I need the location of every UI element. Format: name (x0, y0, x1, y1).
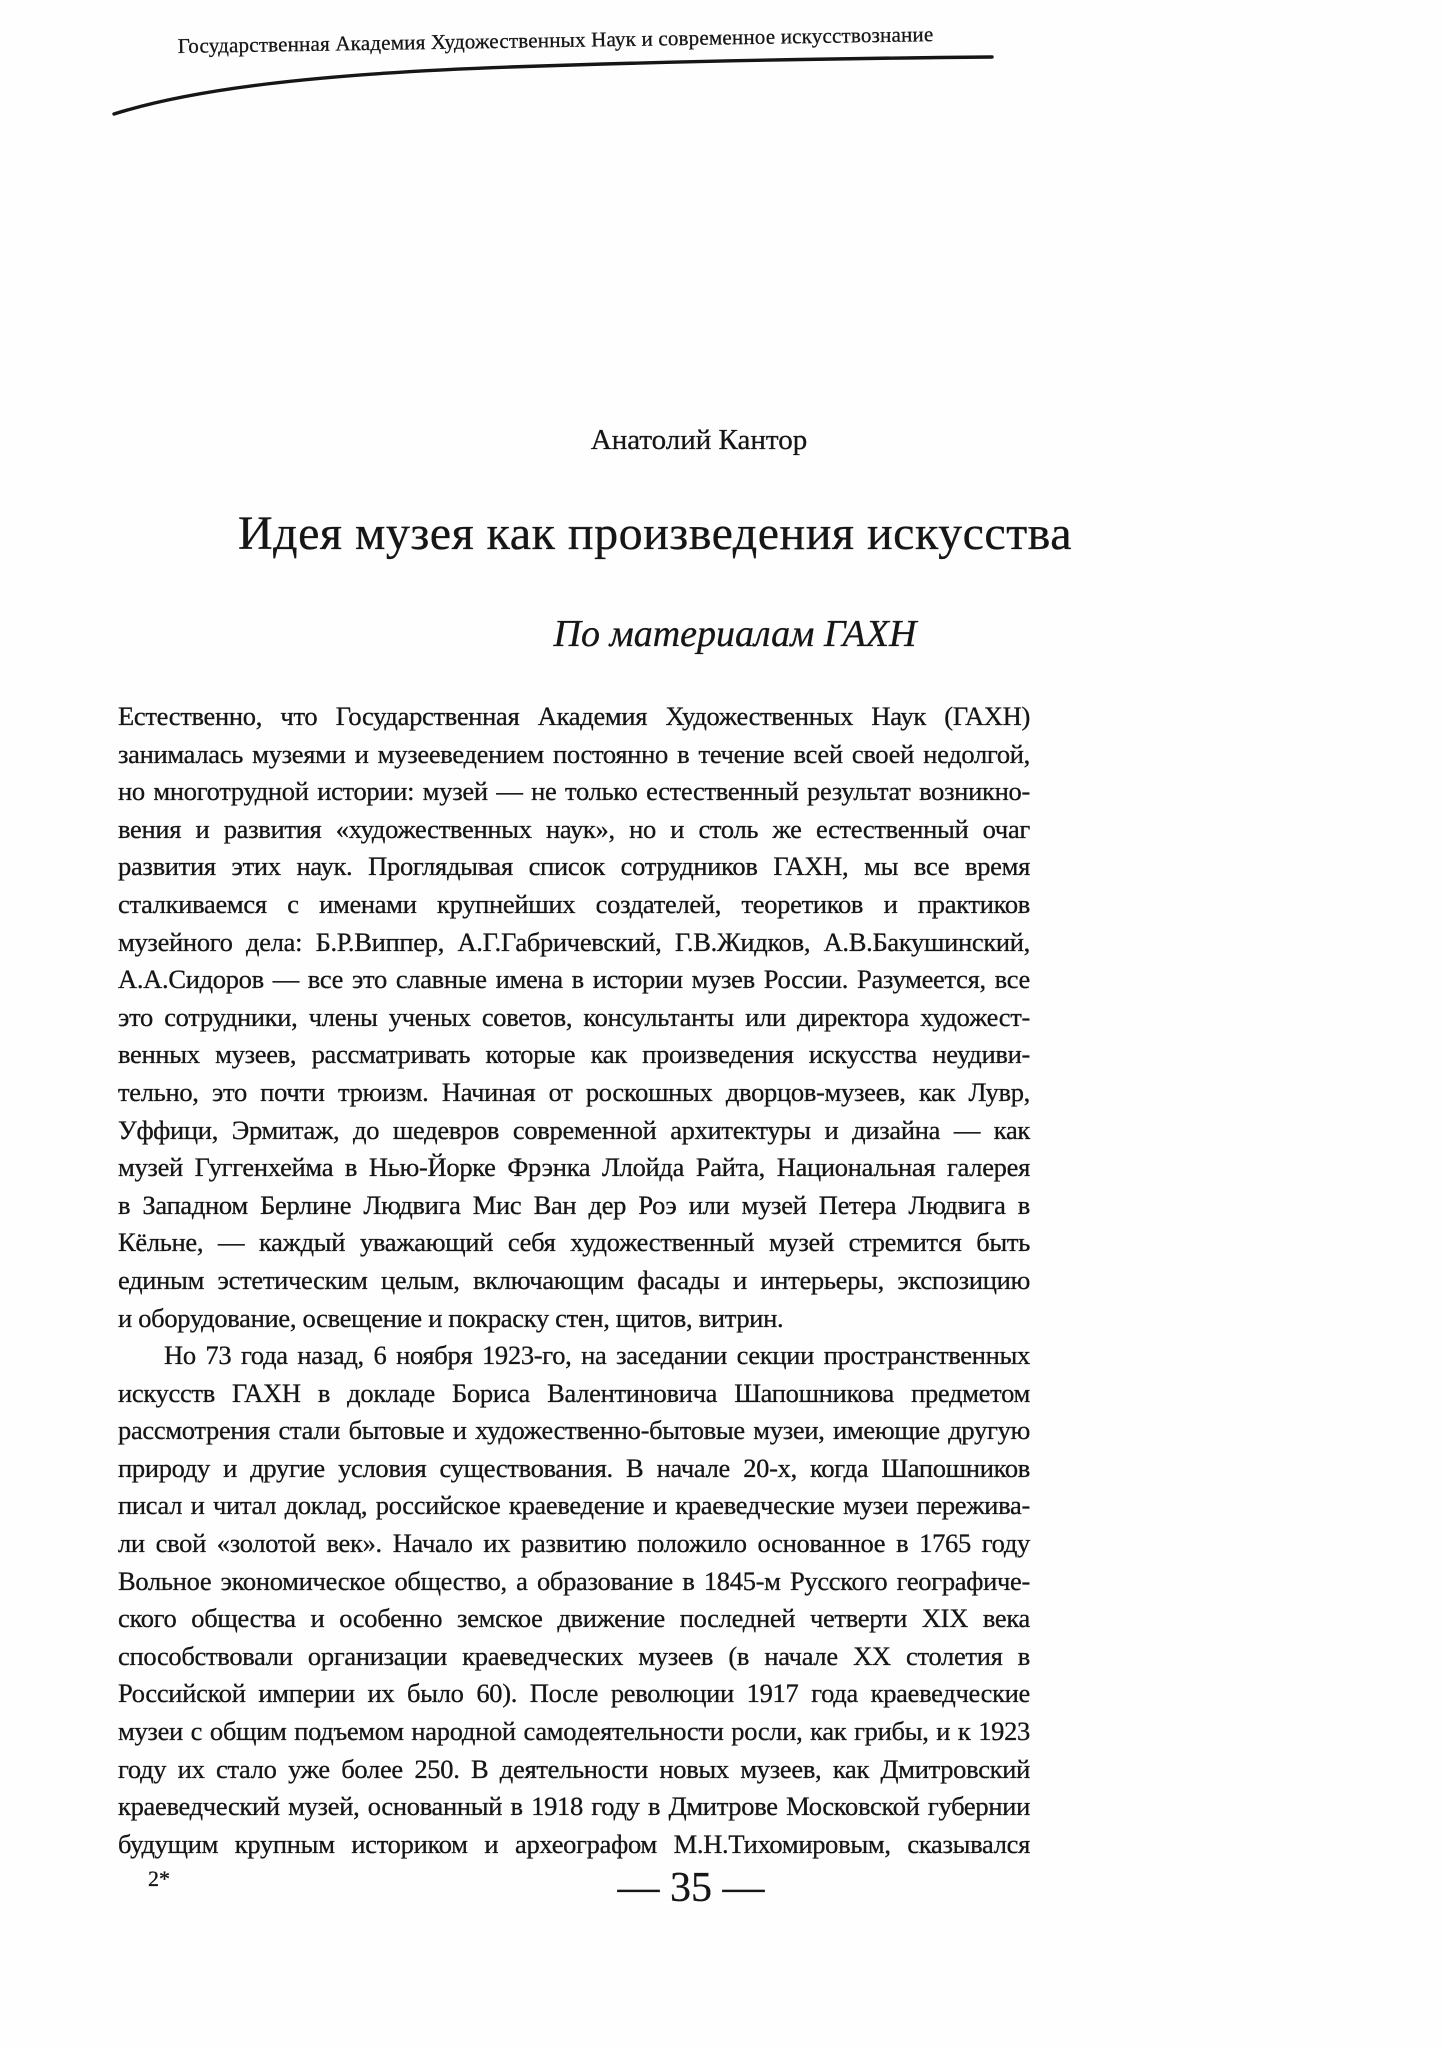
body-line: Естественно, что Государственная Академия Художественных Наук (ГАХН) (118, 701, 1030, 731)
body-line: сталкиваемся с именами крупнейших создателей, теоретиков и практиков (118, 888, 1030, 919)
body-line: природу и другие условия существования. В начале 20-х, когда Шапошников (118, 1452, 1030, 1483)
body-line: музей Гуггенхейма в Нью-Йорке Фрэнка Ллойда Райта, Национальная галерея (118, 1152, 1030, 1183)
page-number: — 35 — (617, 1865, 765, 1911)
body-line: музеи с общим подъемом народной самодеятельности росли, как грибы, и к 1923 (118, 1716, 1030, 1747)
body-line: искусств ГАХН в докладе Бориса Валентиновича Шапошникова предметом (118, 1377, 1030, 1408)
body-line: Уффици, Эрмитаж, до шедевров современной архитектуры и дизайна — как (118, 1114, 1030, 1145)
body-text (118, 698, 1030, 1863)
body-line: но многотрудной истории: музей — не только естественный результат возникно- (118, 776, 1030, 807)
body-line: Вольное экономическое общество, а образование в 1845-м Русского географиче- (118, 1565, 1030, 1596)
body-line: А.А.Сидоров — все это славные имена в истории музев России. Разумеется, все (118, 964, 1030, 995)
body-line: Но 73 года назад, 6 ноября 1923-го, на заседании секции пространственных (164, 1340, 1030, 1371)
body-line: краеведческий музей, основанный в 1918 году в Дмитрове Московской губернии (118, 1791, 1030, 1822)
page-title: Идея музея как произведения искусства (237, 507, 1073, 560)
body-line: единым эстетическим целым, включающим фасады и интерьеры, экспозицию (118, 1264, 1030, 1295)
body-line: ского общества и особенно земское движение последней четверти XIX века (118, 1603, 1030, 1634)
body-line: музейного дела: Б.Р.Виппер, А.Г.Габричевский, Г.В.Жидков, А.В.Бакушинский, (118, 926, 1030, 957)
body-line: рассмотрения стали бытовые и художественно-бытовые музеи, имеющие другую (118, 1415, 1030, 1446)
body-line: способствовали организации краеведческих музеев (в начале XX столетия в (118, 1640, 1030, 1671)
body-line: будущим крупным историком и археографом М.Н.Тихомировым, сказывался (118, 1828, 1030, 1859)
body-line: развития этих наук. Проглядывая список сотрудников ГАХН, мы все время (118, 851, 1030, 882)
signature-mark: 2* (148, 1866, 170, 1891)
running-head: Государственная Академия Художественных Наук и современное искусствознание (177, 22, 934, 59)
page-subtitle: По материалам ГАХН (553, 613, 917, 655)
author-name: Анатолий Кантор (590, 424, 808, 456)
body-line: венных музеев, рассматривать которые как произведения искусства неудиви- (118, 1039, 1030, 1070)
body-line: это сотрудники, члены ученых советов, консультанты или директора художест- (118, 1001, 1030, 1032)
body-line: тельно, это почти трюизм. Начиная от роскошных дворцов-музеев, как Лувр, (118, 1076, 1030, 1107)
body-line: вения и развития «художественных наук», но и столь же естественный очаг (118, 813, 1030, 844)
body-line: в Западном Берлине Людвига Мис Ван дер Роэ или музей Петера Людвига в (118, 1189, 1030, 1220)
body-line: писал и читал доклад, российское краеведение и краеведческие музеи пережива- (118, 1490, 1030, 1521)
body-line: году их стало уже более 250. В деятельности новых музеев, как Дмитровский (118, 1753, 1030, 1784)
body-line: занималась музеями и музееведением постоянно в течение всей своей недолгой, (118, 738, 1030, 769)
header-underline-rule (0, 0, 1050, 140)
body-line: Кёльне, — каждый уважающий себя художественный музей стремится быть (118, 1227, 1030, 1258)
body-line: ли свой «золотой век». Начало их развитию положило основанное в 1765 году (118, 1528, 1030, 1559)
body-line: и оборудование, освещение и покраску стен, щитов, витрин. (118, 1302, 784, 1333)
body-line: Российской империи их было 60). После революции 1917 года краеведческие (118, 1678, 1030, 1709)
